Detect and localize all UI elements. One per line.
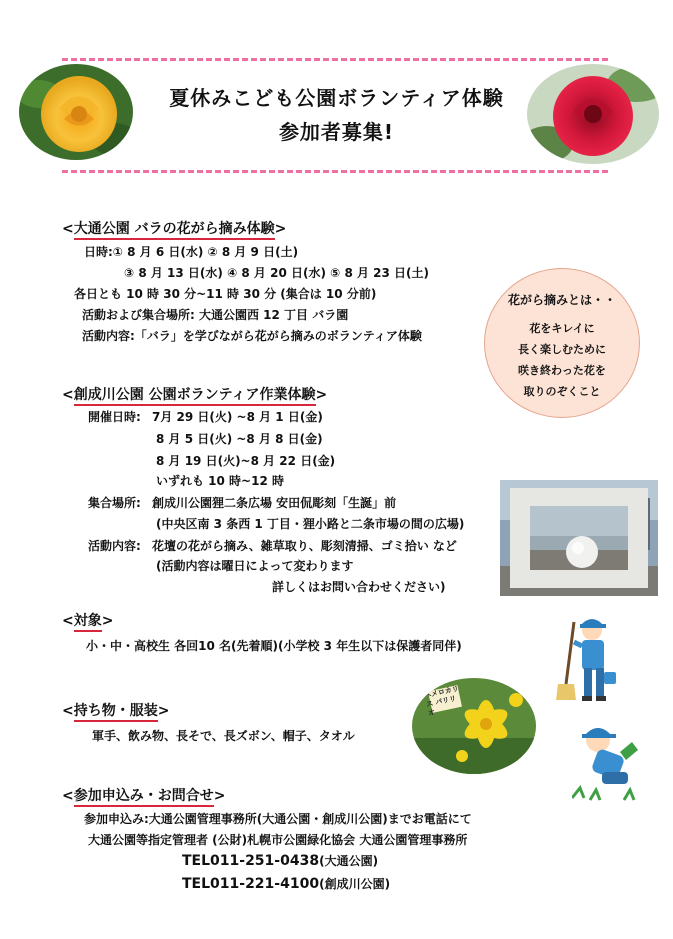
phone-odori-number: TEL011-251-0438: [182, 853, 320, 869]
apply-heading-text: 参加申込み・お問合せ: [74, 788, 214, 807]
sosei-date: 7月 29 日(火) ~8 月 1 日(金): [152, 410, 323, 424]
plant-sign: ヘメロカリス パリリオ: [423, 684, 460, 718]
sosei-place-label: 集合場所:: [88, 496, 141, 510]
sosei-content-label: 活動内容:: [88, 539, 141, 553]
odori-heading: <大通公園 バラの花がら摘み体験>: [62, 218, 286, 238]
phone-sosei: [182, 875, 390, 892]
sosei-content: 花壇の花がら摘み、雑草取り、彫刻清掃、ゴミ拾い など: [152, 539, 457, 553]
header-bottom-divider: [62, 170, 608, 173]
sosei-heading-text: 創成川公園 公園ボランティア作業体験: [74, 387, 316, 406]
header-top-divider: [62, 58, 608, 61]
apply-heading: <参加申込み・お問合せ>: [62, 785, 225, 805]
sosei-content-note: 詳しくはお問い合わせください): [272, 580, 446, 594]
red-rose-photo: [527, 64, 659, 164]
sosei-time: いずれも 10 時~12 時: [156, 474, 284, 488]
target-heading: <対象>: [62, 610, 113, 630]
page-title: 夏休みこども公園ボランティア体験: [169, 86, 504, 110]
sosei-date: 8 月 5 日(火) ~8 月 8 日(金): [156, 432, 323, 446]
sculpture-photo: [500, 480, 658, 596]
apply-instruction: 参加申込み:大通公園管理事務所(大通公園・創成川公園)までお電話にて: [84, 812, 472, 826]
phone-sosei-number: TEL011-221-4100: [182, 876, 320, 892]
daylily-photo: [412, 678, 536, 774]
odori-heading-text: 大通公園 バラの花がら摘み体験: [74, 221, 275, 240]
items-text: 軍手、飲み物、長そで、長ズボン、帽子、タオル: [92, 729, 355, 743]
odori-date-line2: ③ 8 月 13 日(水) ④ 8 月 20 日(水) ⑤ 8 月 23 日(土): [124, 266, 430, 280]
bubble-line: 長く楽しむために: [518, 343, 606, 356]
bubble-line: 花をキレイに: [529, 322, 595, 335]
odori-place: 活動および集合場所: 大通公園西 12 丁目 バラ園: [82, 308, 349, 322]
sosei-date-label: 開催日時:: [88, 410, 141, 424]
target-text: 小・中・高校生 各回10 名(先着順)(小学校 3 年生以下は保護者同伴): [86, 639, 462, 653]
phone-odori-note: (大通公園): [319, 854, 379, 868]
volunteer-broom-illustration: [556, 612, 622, 704]
yellow-rose-photo: [19, 64, 133, 160]
target-heading-text: 対象: [74, 613, 102, 632]
bubble-title: 花がら摘みとは・・: [507, 293, 616, 307]
page-subtitle: 参加者募集!: [278, 120, 395, 144]
odori-content: 活動内容:「バラ」を学びながら花がら摘みのボランティア体験: [82, 329, 422, 343]
sosei-date: 8 月 19 日(火)~8 月 22 日(金): [156, 454, 336, 468]
apply-organization: 大通公園等指定管理者 (公財)札幌市公園緑化協会 大通公園管理事務所: [88, 833, 468, 847]
sosei-content-note: (活動内容は曜日によって変わります: [156, 559, 354, 573]
phone-odori: [182, 852, 378, 869]
bubble-line: 取りのぞくこと: [523, 385, 601, 398]
items-heading-text: 持ち物・服装: [74, 703, 158, 722]
sosei-place-detail: (中央区南 3 条西 1 丁目・狸小路と二条市場の間の広場): [156, 517, 465, 531]
flower-picking-explanation-bubble: [484, 268, 640, 418]
sosei-heading: <創成川公園 公園ボランティア作業体験>: [62, 384, 327, 404]
odori-time: 各日とも 10 時 30 分~11 時 30 分 (集合は 10 分前): [74, 287, 377, 301]
phone-sosei-note: (創成川公園): [319, 877, 391, 891]
sosei-place: 創成川公園狸二条広場 安田侃彫刻「生誕」前: [152, 496, 397, 510]
odori-date-line1: 日時:① 8 月 6 日(水) ② 8 月 9 日(土): [84, 245, 299, 259]
bubble-line: 咲き終わった花を: [518, 364, 606, 377]
items-heading: <持ち物・服装>: [62, 700, 169, 720]
gardening-child-illustration: [572, 718, 646, 806]
